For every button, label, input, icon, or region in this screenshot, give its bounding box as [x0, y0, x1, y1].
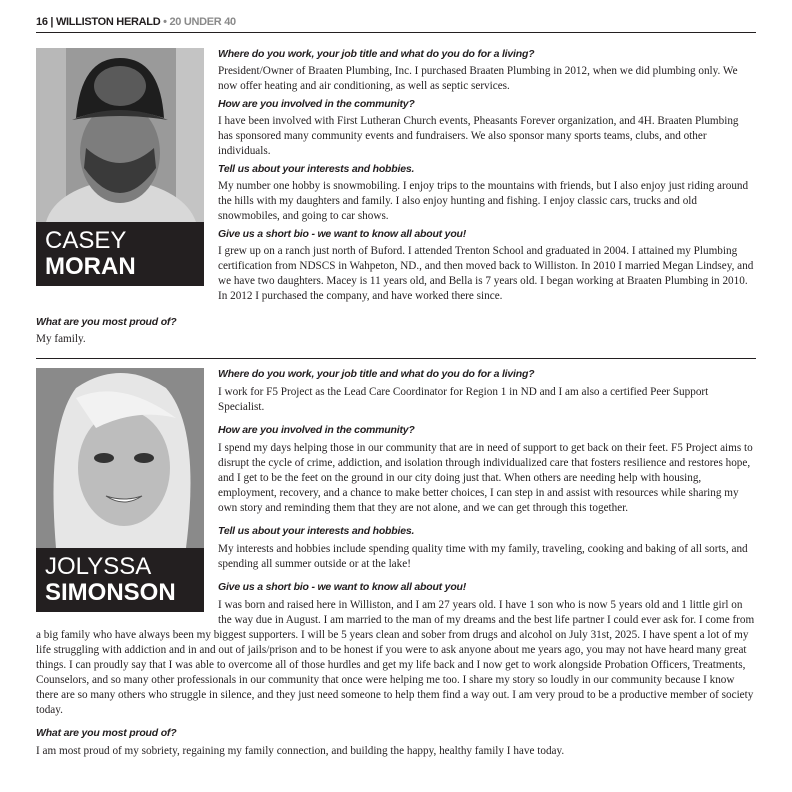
- last-name: MORAN: [45, 253, 136, 280]
- header-separator: |: [50, 16, 54, 28]
- header-bullet: •: [163, 16, 167, 28]
- page-number: 16: [36, 16, 48, 28]
- answer: My number one hobby is snowmobiling. I enjoy trips to the mountains with friends, but I also enjoy just riding around the hills with my daughters and family. I also enjoy hunting and fishing. I enjoy classic cars, trucks and old snowmobiles, and going to car shows.: [218, 180, 749, 222]
- question: What are you most proud of?: [36, 727, 177, 739]
- answer: I am most proud of my sobriety, regaining my family connection, and building the happy, healthy family I have today.: [36, 745, 565, 757]
- woman-portrait-image: [36, 368, 204, 548]
- answer: I grew up on a ranch just north of Buford. I attended Trenton School and graduated in 2004. I attained my Plumbing certification from NDSCS in Wahpeton, ND., and then moved back to Williston. In 2010 I married Megan Lindsey, and we have two daughters. Macey is 11 years old, and Bella is 7 years old. I began working at Braaten Plumbing in 2010. In 2012 I purchased the company, and have worked there since.: [218, 245, 754, 302]
- name-box: [36, 548, 204, 612]
- question: Give us a short bio - we want to know all about you!: [218, 581, 467, 593]
- question: Tell us about your interests and hobbies.: [218, 525, 415, 537]
- publication-name: WILLISTON HERALD: [55, 16, 161, 28]
- question: How are you involved in the community?: [218, 98, 415, 110]
- first-name: JOLYSSA: [45, 553, 152, 580]
- answer: I have been involved with First Lutheran Church events, Pheasants Forever organization, and 4H. Braaten Plumbing has sponsored many community events and fundraisers. We also sponsor many sports teams, clubs, and other individuals.: [218, 115, 739, 157]
- answer: I work for F5 Project as the Lead Care Coordinator for Region 1 in ND and I am also a certified Peer Support Specialist.: [218, 386, 709, 413]
- question: Tell us about your interests and hobbies.: [218, 163, 415, 175]
- question: How are you involved in the community?: [218, 424, 415, 436]
- name-box: [36, 222, 204, 286]
- man-portrait-image: [36, 48, 204, 222]
- question: Where do you work, your job title and what do you do for a living?: [218, 48, 535, 60]
- first-name: CASEY: [45, 227, 127, 254]
- answer: I was born and raised here in Williston, and I am 27 years old. I have 1 son who is now 5 years old and 1 little girl on the way due in August. I am married to the man of my dreams and the best life partner I could ever ask for. I come from a big family who have always been my biggest supporters. I will be 5 years clean and sober from drugs and alcohol on July 31st, 2025. I have spent a lot of my life struggling with addiction and in and out of jails/prison and to be honest if you were to ask anyone about me years ago, you may not have heard many great things. I can proudly say that I was able to overcome all of those hurdles and get my life back and I now get to work alongside Probation Officers, Treatments, Counselors, and so many other professionals in our community that once were helping me too. I share my story so loudly in our community because I know there are so many others who struggle in silence, and they just need someone to help them find a way out. I am very proud to be a productive member of society today.: [36, 599, 755, 716]
- profile-photo: [36, 368, 204, 612]
- profile-photo: [36, 48, 204, 286]
- profile-jolyssa-simonson: [36, 368, 756, 768]
- answer: President/Owner of Braaten Plumbing, Inc. I purchased Braaten Plumbing in 2012, when we did plumbing only. We now offer heating and air conditioning, as well as septic services.: [218, 65, 738, 92]
- proud-section: [36, 316, 756, 351]
- page-header: [36, 16, 756, 33]
- section-name: 20 UNDER 40: [169, 16, 236, 28]
- question: Where do you work, your job title and what do you do for a living?: [218, 368, 535, 380]
- question: What are you most proud of?: [36, 316, 177, 328]
- answer: My interests and hobbies include spending quality time with my family, traveling, cooking and baking of all sorts, and spending all summer outside or at the lake!: [218, 543, 748, 570]
- last-name: SIMONSON: [45, 579, 176, 606]
- profile-casey-moran: [36, 48, 756, 345]
- answer: I spend my days helping those in our community that are in need of support to get back on their feet. F5 Project aims to disrupt the cycle of crime, addiction, and isolation through individualized care that fosters resilience and restores hope, and I get to be the feet on the ground in our city doing just that. When others are needing help with housing, employment, recovery, and a chance to make better choices, I can step in and assist with resources while sharing my own story and reminding them that they are not alone, and we can get through this together.: [218, 442, 753, 514]
- section-divider: [36, 358, 756, 359]
- question: Give us a short bio - we want to know all about you!: [218, 228, 467, 240]
- answer: My family.: [36, 333, 86, 345]
- qa-column: [218, 48, 756, 304]
